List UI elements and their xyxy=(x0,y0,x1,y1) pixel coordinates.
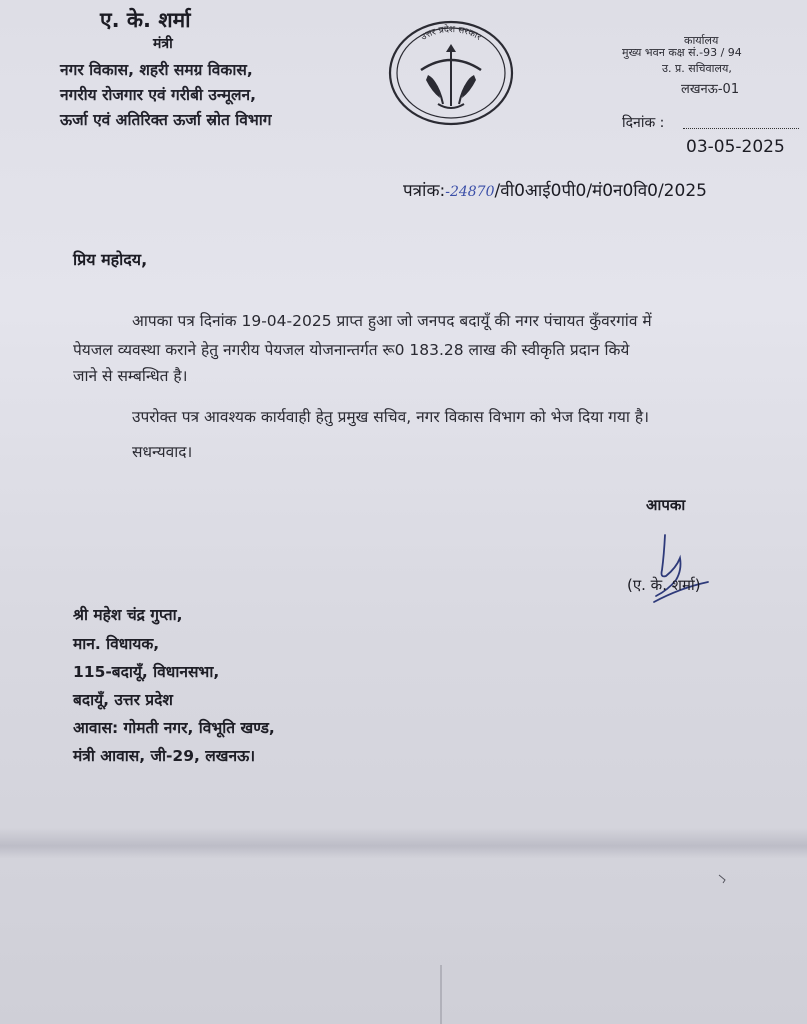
addressee-line-6: मंत्री आवास, जी-29, लखनऊ। xyxy=(73,747,256,765)
date-value: 03-05-2025 xyxy=(686,137,785,157)
paragraph-1-line-1: आपका पत्र दिनांक 19-04-2025 प्राप्त हुआ जो जनपद बदायूँ की नगर पंचायत कुँवरगांव में xyxy=(132,312,652,330)
paper-speck xyxy=(716,872,730,886)
addressee-line-1: श्री महेश चंद्र गुप्ता, xyxy=(73,606,183,624)
minister-designation: मंत्री xyxy=(153,36,173,52)
office-city: लखनऊ-01 xyxy=(681,82,740,97)
addressee-line-2: मान. विधायक, xyxy=(73,635,160,653)
department-line-1: नगर विकास, शहरी समग्र विकास, xyxy=(60,61,253,79)
date-line xyxy=(683,128,799,129)
office-building: उ. प्र. सचिवालय, xyxy=(662,62,732,75)
signature-icon xyxy=(610,530,720,610)
reference-number xyxy=(403,178,707,201)
paper-crease xyxy=(440,965,442,1024)
paper-fold-shadow xyxy=(0,828,807,858)
emblem-text: उत्तर प्रदेश सरकार xyxy=(419,24,483,43)
paragraph-1-line-3: जाने से सम्बन्धित है। xyxy=(73,367,188,385)
office-room: मुख्य भवन कक्ष सं.-93 / 94 xyxy=(622,46,742,59)
paragraph-2: उपरोक्त पत्र आवश्यक कार्यवाही हेतु प्रमुख सचिव, नगर विकास विभाग को भेज दिया गया है। xyxy=(132,408,649,426)
reference-handwritten-number: -24870 xyxy=(445,184,495,200)
department-line-2: नगरीय रोजगार एवं गरीबी उन्मूलन, xyxy=(60,86,257,104)
salutation: प्रिय महोदय, xyxy=(73,250,148,269)
paragraph-1-line-2: पेयजल व्यवस्था कराने हेतु नगरीय पेयजल योजनान्तर्गत रू0 183.28 लाख की स्वीकृति प्रदान किये xyxy=(73,341,630,359)
thanks-line: सधन्यवाद। xyxy=(132,443,193,461)
closing-yours: आपका xyxy=(646,496,686,514)
date-label: दिनांक : xyxy=(622,115,665,131)
reference-label: पत्रांक: xyxy=(403,181,446,201)
signatory-name: (ए. के. शर्मा) xyxy=(627,576,701,594)
addressee-line-5: आवास: गोमती नगर, विभूति खण्ड, xyxy=(73,719,275,737)
up-government-emblem-icon xyxy=(388,20,514,126)
addressee-line-3: 115-बदायूँ, विधानसभा, xyxy=(73,663,220,681)
department-line-3: ऊर्जा एवं अतिरिक्त ऊर्जा स्रोत विभाग xyxy=(60,111,272,129)
reference-suffix: /वी0आई0पी0/मं0न0वि0/2025 xyxy=(494,181,707,201)
minister-name: ए. के. शर्मा xyxy=(100,8,191,32)
addressee-line-4: बदायूँ, उत्तर प्रदेश xyxy=(73,691,173,709)
office-label: कार्यालय xyxy=(684,34,719,47)
